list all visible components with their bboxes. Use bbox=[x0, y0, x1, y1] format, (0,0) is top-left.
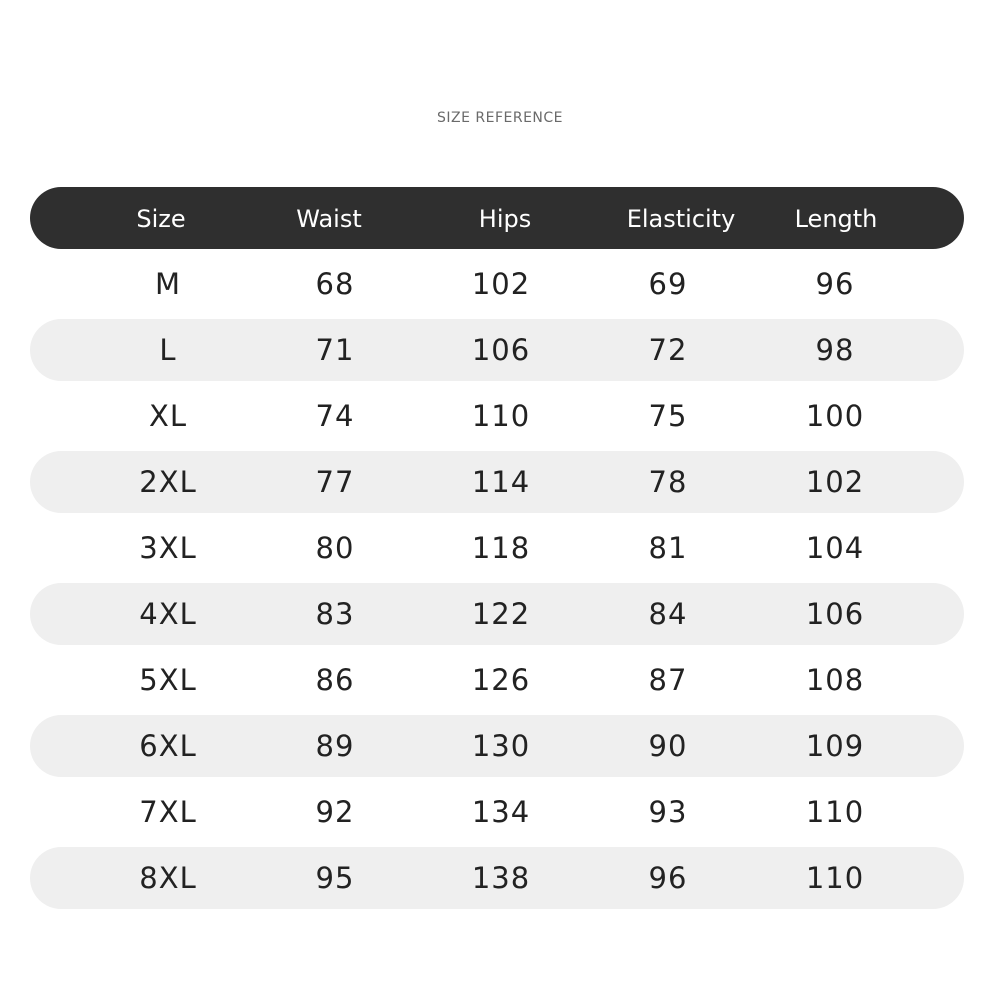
table-header bbox=[30, 187, 964, 249]
table-row bbox=[30, 781, 964, 843]
table-row bbox=[30, 319, 964, 381]
table-row bbox=[30, 649, 964, 711]
elasticity-cell: 84 bbox=[648, 597, 688, 631]
length-cell: 98 bbox=[815, 333, 855, 367]
elasticity-cell: 87 bbox=[648, 663, 688, 697]
waist-cell: 95 bbox=[315, 861, 355, 895]
column-header-size: Size bbox=[136, 205, 186, 233]
size-cell: M bbox=[154, 267, 182, 301]
size-cell: 8XL bbox=[139, 861, 197, 895]
page-title: SIZE REFERENCE bbox=[436, 110, 564, 126]
waist-cell: 83 bbox=[315, 597, 355, 631]
length-cell: 100 bbox=[805, 399, 865, 433]
elasticity-cell: 96 bbox=[648, 861, 688, 895]
size-cell: 7XL bbox=[139, 795, 197, 829]
hips-cell: 138 bbox=[471, 861, 531, 895]
table-row bbox=[30, 715, 964, 777]
elasticity-cell: 81 bbox=[648, 531, 688, 565]
hips-cell: 110 bbox=[471, 399, 531, 433]
column-header-elasticity: Elasticity bbox=[626, 205, 736, 233]
size-cell: XL bbox=[148, 399, 188, 433]
waist-cell: 80 bbox=[315, 531, 355, 565]
waist-cell: 89 bbox=[315, 729, 355, 763]
elasticity-cell: 93 bbox=[648, 795, 688, 829]
waist-cell: 86 bbox=[315, 663, 355, 697]
size-cell: 2XL bbox=[139, 465, 197, 499]
hips-cell: 114 bbox=[471, 465, 531, 499]
elasticity-cell: 69 bbox=[648, 267, 688, 301]
length-cell: 104 bbox=[805, 531, 865, 565]
waist-cell: 77 bbox=[315, 465, 355, 499]
elasticity-cell: 90 bbox=[648, 729, 688, 763]
hips-cell: 122 bbox=[471, 597, 531, 631]
hips-cell: 130 bbox=[471, 729, 531, 763]
waist-cell: 68 bbox=[315, 267, 355, 301]
hips-cell: 118 bbox=[471, 531, 531, 565]
length-cell: 110 bbox=[805, 861, 865, 895]
hips-cell: 126 bbox=[471, 663, 531, 697]
hips-cell: 102 bbox=[471, 267, 531, 301]
size-table bbox=[30, 187, 964, 909]
table-row bbox=[30, 583, 964, 645]
length-cell: 106 bbox=[805, 597, 865, 631]
column-header-hips: Hips bbox=[478, 205, 532, 233]
waist-cell: 74 bbox=[315, 399, 355, 433]
length-cell: 109 bbox=[805, 729, 865, 763]
column-header-length: Length bbox=[794, 205, 878, 233]
table-row bbox=[30, 847, 964, 909]
size-cell: 5XL bbox=[139, 663, 197, 697]
table-row bbox=[30, 385, 964, 447]
size-cell: 6XL bbox=[139, 729, 197, 763]
waist-cell: 92 bbox=[315, 795, 355, 829]
column-header-waist: Waist bbox=[296, 205, 362, 233]
table-row bbox=[30, 451, 964, 513]
table-row bbox=[30, 517, 964, 579]
size-cell: L bbox=[159, 333, 177, 367]
size-cell: 4XL bbox=[139, 597, 197, 631]
length-cell: 110 bbox=[805, 795, 865, 829]
length-cell: 102 bbox=[805, 465, 865, 499]
elasticity-cell: 78 bbox=[648, 465, 688, 499]
size-cell: 3XL bbox=[139, 531, 197, 565]
elasticity-cell: 75 bbox=[648, 399, 688, 433]
waist-cell: 71 bbox=[315, 333, 355, 367]
hips-cell: 106 bbox=[471, 333, 531, 367]
hips-cell: 134 bbox=[471, 795, 531, 829]
table-row bbox=[30, 253, 964, 315]
elasticity-cell: 72 bbox=[648, 333, 688, 367]
length-cell: 108 bbox=[805, 663, 865, 697]
length-cell: 96 bbox=[815, 267, 855, 301]
